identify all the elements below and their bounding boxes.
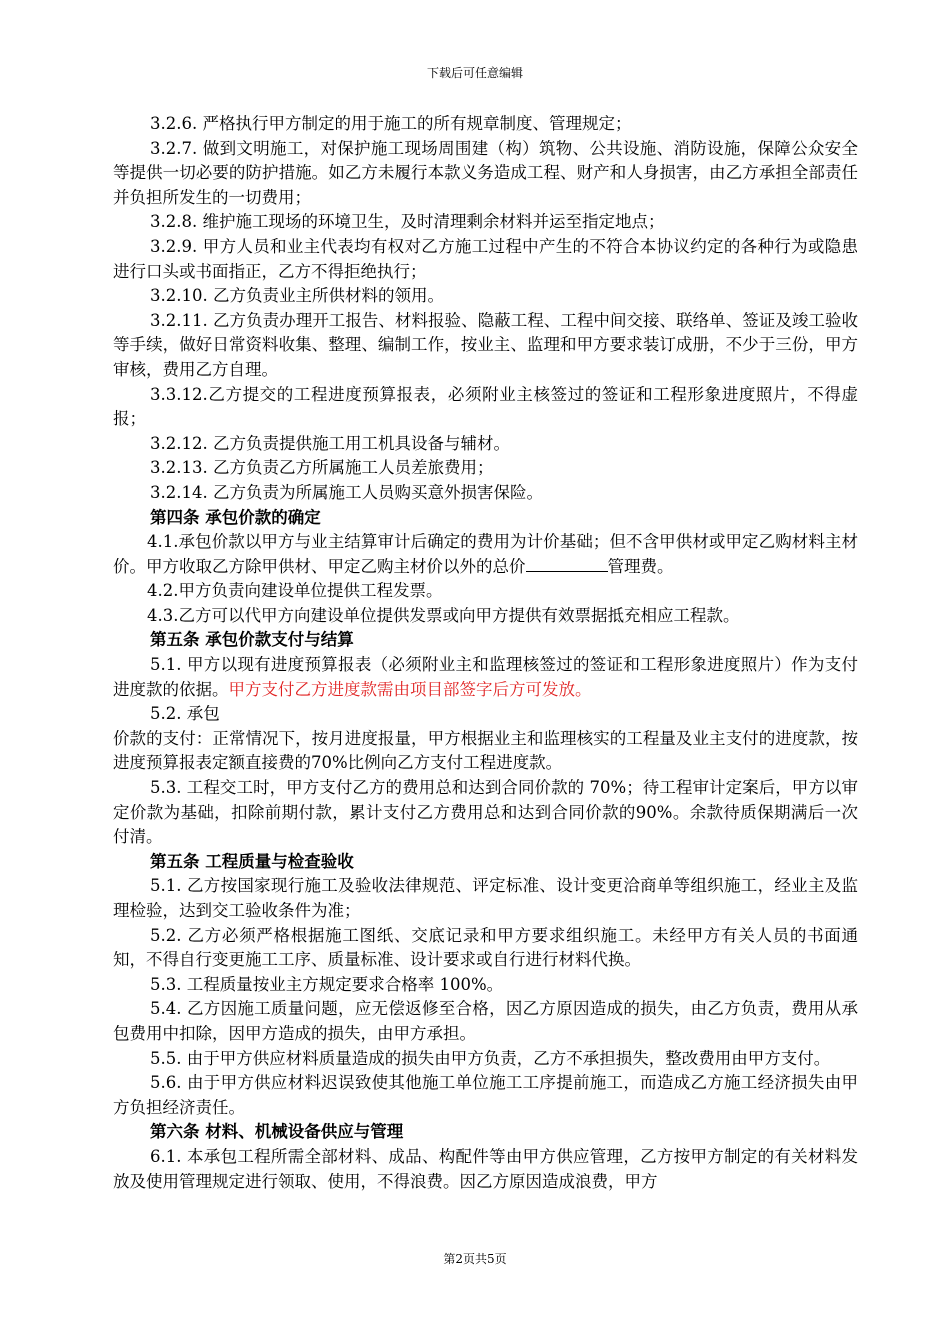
clause-3-3-12: 3.3.12.乙方提交的工程进度预算报表，必须附业主核签过的签证和工程形象进度照片，不得虚报； — [113, 384, 858, 429]
clause-4-1 — [113, 530, 858, 579]
clause-3-2-8: 3.2.8. 维护施工现场的环境卫生，及时清理剩余材料并运至指定地点； — [150, 212, 665, 232]
heading-article-5-payment: 第五条 承包价款支付与结算 — [150, 630, 354, 650]
clause-3-2-14: 3.2.14. 乙方负责为所属施工人员购买意外损害保险。 — [150, 482, 543, 502]
clause-4-1-tail: 管理费。 — [607, 556, 674, 576]
clause-3-2-13: 3.2.13. 乙方负责乙方所属施工人员差旅费用； — [150, 458, 494, 478]
page-footer: 第2页共5页 — [443, 1252, 507, 1266]
clause-3-2-9: 3.2.9. 甲方人员和业主代表均有权对乙方施工过程中产生的不符合本协议约定的各种行为或隐患进行口头或书面指正，乙方不得拒绝执行； — [113, 236, 858, 281]
clause-5-1-highlight: 甲方支付乙方进度款需由项目部签字后方可发放。 — [228, 679, 592, 699]
clause-6-1: 6.1. 本承包工程所需全部材料、成品、构配件等由甲方供应管理，乙方按甲方制定的有关材料发放及使用管理规定进行领取、使用，不得浪费。因乙方原因造成浪费，甲方 — [113, 1146, 858, 1191]
clause-5-1-payment — [113, 653, 858, 702]
heading-article-5-quality: 第五条 工程质量与检查验收 — [150, 851, 354, 871]
clause-5-5-quality: 5.5. 由于甲方供应材料质量造成的损失由甲方负责，乙方不承担损失，整改费用由甲方支付。 — [150, 1048, 831, 1068]
clause-3-2-11: 3.2.11. 乙方负责办理开工报告、材料报验、隐蔽工程、工程中间交接、联络单、签证及竣工验收等手续，做好日常资料收集、整理、编制工作，按业主、监理和甲方要求装订成册，不少于三份，甲方审核，费用乙方自理。 — [113, 310, 858, 379]
clause-3-2-12: 3.2.12. 乙方负责提供施工用工机具设备与辅材。 — [150, 433, 510, 453]
clause-3-2-10: 3.2.10. 乙方负责业主所供材料的领用。 — [150, 286, 444, 306]
document-body — [113, 112, 858, 1194]
clause-5-1-text: 5.1. 甲方以现有进度预算报表（必须附业主和监理核签过的签证和工程形象进度照片）作为支付进度款的依据。 — [113, 655, 858, 699]
clause-3-2-6: 3.2.6. 严格执行甲方制定的用于施工的所有规章制度、管理规定； — [150, 114, 632, 133]
clause-3-2-7: 3.2.7. 做到文明施工，对保护施工现场周围建（构）筑物、公共设施、消防设施，保障公众安全等提供一切必要的防护措施。如乙方未履行本款义务造成工程、财产和人身损害，由乙方承担全部责任并负担所发生的一切费用； — [113, 138, 858, 207]
clause-5-6-quality: 5.6. 由于甲方供应材料迟误致使其他施工单位施工工序提前施工，而造成乙方施工经济损失由甲方负担经济责任。 — [113, 1073, 858, 1117]
fill-blank — [526, 557, 608, 572]
heading-article-6: 第六条 材料、机械设备供应与管理 — [150, 1122, 404, 1142]
clause-5-2-payment-head: 5.2. 承包 — [150, 704, 220, 724]
clause-5-3-quality: 5.3. 工程质量按业主方规定要求合格率 100%。 — [150, 974, 504, 994]
heading-article-4: 第四条 承包价款的确定 — [150, 507, 321, 527]
clause-4-2: 4.2.甲方负责向建设单位提供工程发票。 — [147, 581, 443, 601]
clause-4-1-text: 4.1.承包价款以甲方与业主结算审计后确定的费用为计价基础；但不含甲供材或甲定乙购材料主材价。甲方收取乙方除甲供材、甲定乙购主材价以外的总价 — [113, 532, 858, 576]
clause-5-2-quality: 5.2. 乙方必须严格根据施工图纸、交底记录和甲方要求组织施工。未经甲方有关人员的书面通知，不得自行变更施工工序、质量标准、设计要求或自行进行材料代换。 — [113, 925, 858, 970]
page-header: 下载后可任意编辑 — [426, 66, 523, 80]
clause-4-3: 4.3.乙方可以代甲方向建设单位提供发票或向甲方提供有效票据抵充相应工程款。 — [147, 605, 740, 625]
clause-5-3-payment: 5.3. 工程交工时，甲方支付乙方的费用总和达到合同价款的 70%；待工程审计定案后，甲方以审定价款为基础，扣除前期付款，累计支付乙方费用总和达到合同价款的90%。余款待质保期满后一次付清。 — [113, 778, 858, 847]
clause-5-1-quality: 5.1. 乙方按国家现行施工及验收法律规范、评定标准、设计变更洽商单等组织施工，经业主及监理检验，达到交工验收条件为准； — [113, 876, 858, 920]
clause-5-2-payment-body: 价款的支付：正常情况下，按月进度报量，甲方根据业主和监理核实的工程量及业主支付的进度款，按进度预算报表定额直接费的70%比例向乙方支付工程进度款。 — [113, 728, 858, 773]
clause-5-4-quality: 5.4. 乙方因施工质量问题，应无偿返修至合格，因乙方原因造成的损失，由乙方负责，费用从承包费用中扣除，因甲方造成的损失，由甲方承担。 — [113, 999, 858, 1043]
